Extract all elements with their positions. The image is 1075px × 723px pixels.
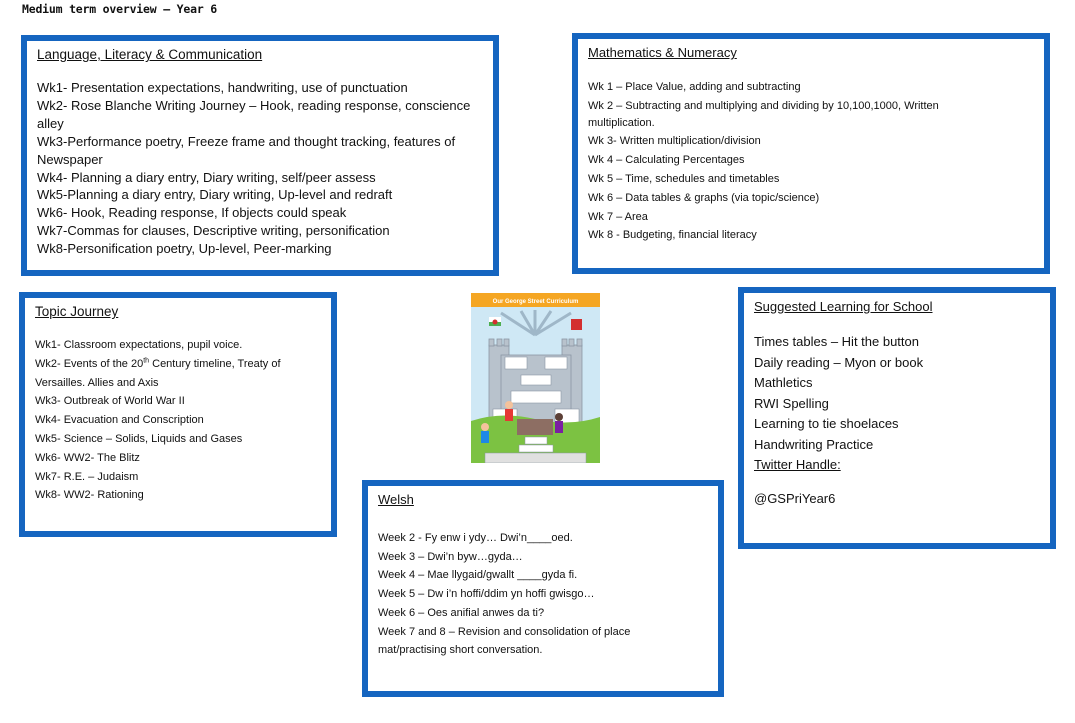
welsh-heading: Welsh [378,492,414,507]
list-item: Wk4- Evacuation and Conscription [35,414,204,427]
list-item: Week 2 - Fy enw i ydy… Dwi’n____oed. [378,532,573,544]
welsh-panel [362,480,724,697]
literacy-step [525,437,547,444]
list-item: Wk6- Hook, Reading response, If objects could speak [37,205,347,221]
twitter-handle: @GSPriYear6 [754,491,836,506]
list-item: mat/practising short conversation. [378,644,543,657]
welsh-dragon-icon [493,320,498,325]
list-item: Wk 2 – Subtracting and multiplying and dividing by 10,100,1000, Written [588,99,939,112]
list-item-text: Century timeline, Treaty of [149,357,281,370]
list-item: Handwriting Practice [754,436,874,452]
maths-panel [572,33,1050,274]
list-item: alley [37,115,64,131]
list-item: Wk8-Personification poetry, Up-level, Peer-marking [37,241,332,257]
list-item: Wk8- WW2- Rationing [35,489,144,502]
school-badge-icon [571,319,582,330]
suggested-heading: Suggested Learning for School [754,299,933,314]
child-figure-body [481,431,489,443]
list-item: Wk 5 – Time, schedules and timetables [588,172,780,185]
list-item: Wk3- Outbreak of World War II [35,395,185,408]
list-item: Wk 1 – Place Value, adding and subtracting [588,81,801,93]
list-item-text: Wk2- Events of the 20 [35,357,144,370]
list-item: Versailles. Allies and Axis [35,376,159,389]
child-figure-body [505,409,513,421]
page-title: Medium term overview – Year 6 [22,2,217,16]
curriculum-poster-graphic [471,293,600,463]
child-figure-icon [555,413,563,421]
list-item: Mathletics [754,375,813,390]
list-item: Newspaper [37,151,103,167]
list-item: Wk5- Science – Solids, Liquids and Gases [35,432,243,445]
curriculum-poster-image [471,293,600,463]
list-item: Wk2- Rose Blanche Writing Journey – Hook, reading response, conscience [37,97,471,113]
list-item: Week 6 – Oes anifial anwes da ti? [378,606,545,619]
list-item: Wk 7 – Area [588,210,648,223]
digital-competence-step [485,453,586,463]
topic-heading: Topic Journey [35,304,119,319]
literacy-heading: Language, Literacy & Communication [37,47,263,62]
list-item [35,355,321,374]
list-item: Times tables – Hit the button [754,334,919,349]
list-item: Week 4 – Mae llygaid/gwallt ____gyda fi. [378,569,578,582]
child-figure-body [555,421,563,433]
topic-panel [19,292,337,537]
superscript: th [143,357,150,365]
list-item: Daily reading – Myon or book [754,354,924,370]
maths-heading: Mathematics & Numeracy [588,45,737,60]
literacy-panel [21,35,499,276]
list-item: Wk 6 – Data tables & graphs (via topic/science) [588,191,820,204]
numeracy-step [519,445,553,452]
twitter-handle-label: Twitter Handle: [754,457,841,472]
welsh-list [378,529,708,660]
list-item: Wk3-Performance poetry, Freeze frame and thought tracking, features of [37,133,456,149]
list-item: multiplication. [588,116,655,129]
list-item: Wk6- WW2- The Blitz [35,451,140,464]
child-figure-icon [481,423,489,431]
list-item: Wk 8 - Budgeting, financial literacy [588,229,757,242]
topic-list [35,336,321,505]
list-item: Learning to tie shoelaces [754,416,899,431]
child-figure-icon [505,401,513,409]
list-item: Wk1- Presentation expectations, handwriting, use of punctuation [37,80,408,95]
poster-title: Our George Street Curriculum [492,299,579,305]
suggested-list [754,332,1040,455]
list-item: Wk4- Planning a diary entry, Diary writing, self/peer assess [37,169,376,185]
suggested-learning-panel [738,287,1056,549]
list-item: Wk7-Commas for clauses, Descriptive writing, personification [37,223,390,239]
list-item: Week 3 – Dwi’n byw…gyda… [378,550,523,563]
list-item: RWI Spelling [754,395,829,411]
poster-door [517,419,553,435]
list-item: Wk7- R.E. – Judaism [35,470,139,483]
list-item: Wk1- Classroom expectations, pupil voice. [35,339,243,351]
maths-list [588,78,1034,245]
literacy-list [37,79,483,258]
list-item: Week 7 and 8 – Revision and consolidation of place [378,625,631,638]
list-item: Week 5 – Dw i’n hoffi/ddim yn hoffi gwisgo… [378,588,595,601]
list-item: Wk 3- Written multiplication/division [588,135,761,148]
list-item: Wk 4 – Calculating Percentages [588,154,745,167]
list-item: Wk5-Planning a diary entry, Diary writing, Up-level and redraft [37,187,393,203]
